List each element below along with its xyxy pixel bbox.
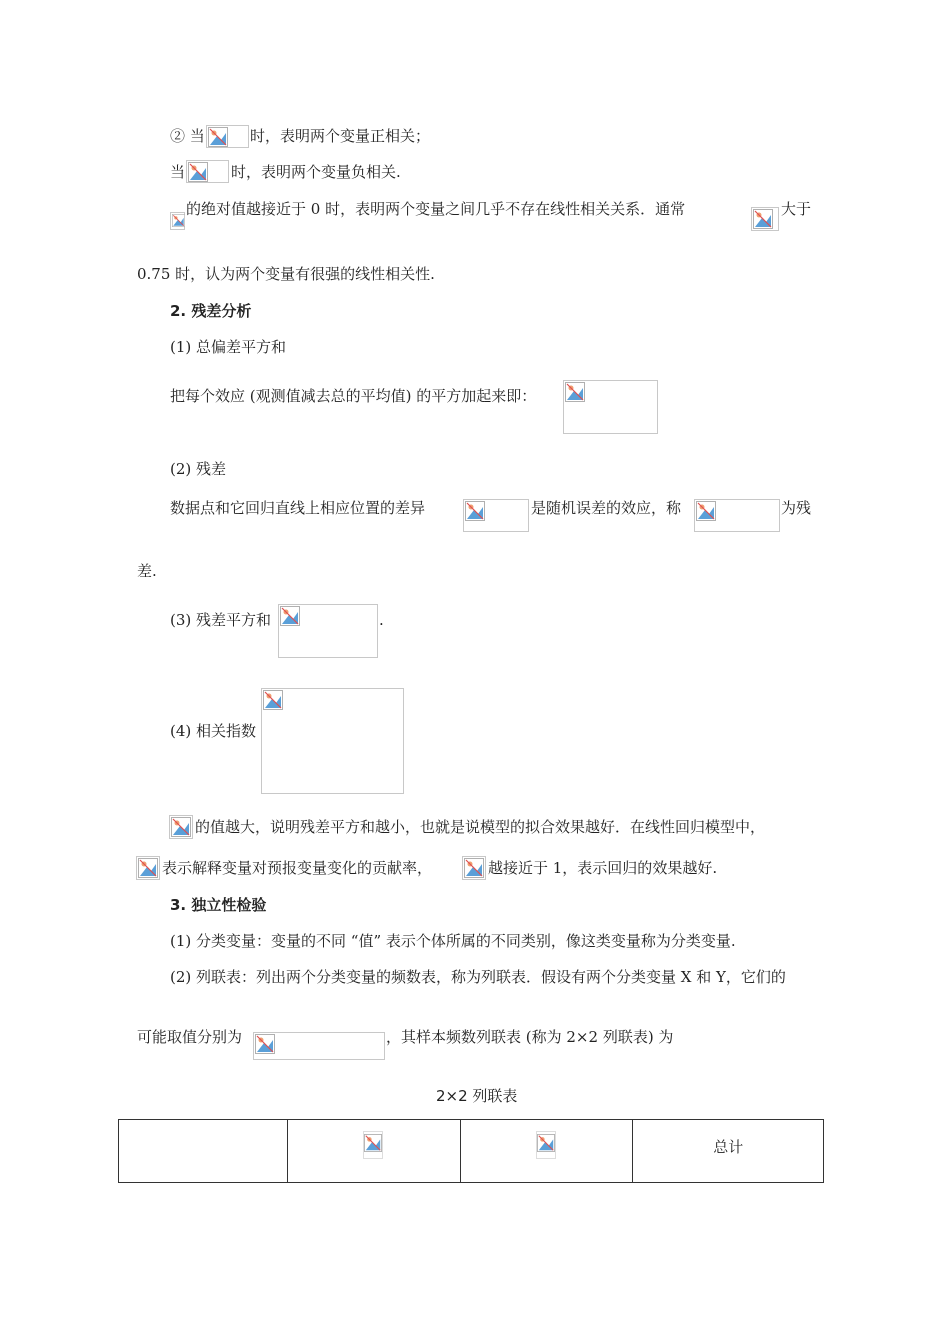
image-icon: [172, 214, 185, 227]
formula-image: [363, 1131, 383, 1159]
formula-image: [186, 160, 229, 183]
text-line: (2) 残差: [170, 460, 227, 478]
formula-image: [278, 604, 378, 658]
text-line: 可能取值分别为: [137, 1028, 243, 1046]
text-line: .: [379, 611, 384, 629]
text-line: (1) 总偏差平方和: [170, 338, 287, 356]
text-line: 表示解释变量对预报变量变化的贡献率，: [162, 859, 433, 877]
text-line: 0.75 时，认为两个变量有很强的线性相关性.: [137, 265, 435, 283]
image-icon: [753, 209, 773, 229]
formula-image: [751, 207, 779, 231]
formula-image: [253, 1032, 385, 1060]
text-line: (2) 列联表：列出两个分类变量的频数表，称为列联表．假设有两个分类变量 X 和 Y，它们的: [170, 968, 786, 986]
contingency-table: [118, 1119, 824, 1183]
table-caption: 2×2 列联表: [436, 1087, 518, 1105]
formula-image: [170, 212, 185, 230]
table-cell: [287, 1120, 460, 1183]
formula-image: [536, 1131, 556, 1159]
formula-image: [463, 499, 529, 532]
section-heading: 2. 残差分析: [170, 302, 252, 320]
formula-image: [136, 856, 160, 880]
image-icon: [255, 1034, 275, 1054]
table-cell: [633, 1120, 824, 1183]
text-line: 大于: [781, 200, 812, 218]
image-icon: [208, 127, 228, 147]
text-line: 的绝对值越接近于 0 时，表明两个变量之间几乎不存在线性相关关系．通常: [186, 200, 686, 218]
table-cell: [460, 1120, 633, 1183]
text-line: 越接近于 1，表示回归的效果越好.: [488, 859, 718, 877]
text-line: 差.: [137, 562, 157, 580]
image-icon: [696, 501, 716, 521]
table-row: [119, 1120, 824, 1183]
text-line: 数据点和它回归直线上相应位置的差异: [170, 499, 426, 517]
formula-image: [462, 856, 486, 880]
image-icon: [188, 162, 208, 182]
image-icon: [171, 817, 191, 837]
text-line: ，其样本频数列联表 (称为 2×2 列联表) 为: [386, 1028, 674, 1046]
image-icon: [465, 501, 485, 521]
text-line: 把每个效应 (观测值减去总的平均值) 的平方加起来即：: [170, 387, 537, 405]
formula-image: [169, 815, 193, 839]
formula-image: [694, 499, 780, 532]
text-line: (3) 残差平方和: [170, 611, 272, 629]
formula-image: [261, 688, 404, 794]
text-line: 的值越大，说明残差平方和越小，也就是说模型的拟合效果越好．在线性回归模型中，: [195, 818, 766, 836]
text-line: 时，表明两个变量负相关.: [231, 163, 401, 181]
text-line: 为残: [781, 499, 812, 517]
table-cell: [119, 1120, 288, 1183]
text-line: ② 当: [170, 127, 205, 145]
text-line: 时，表明两个变量正相关；: [250, 127, 431, 145]
image-icon: [138, 858, 158, 878]
image-icon: [464, 858, 484, 878]
image-icon: [263, 690, 283, 710]
section-heading: 3. 独立性检验: [170, 896, 267, 914]
text-line: (4) 相关指数: [170, 722, 257, 740]
formula-image: [563, 380, 658, 434]
text-line: 当: [170, 163, 186, 181]
formula-image: [206, 125, 249, 148]
image-icon: [537, 1134, 555, 1152]
text-line: (1) 分类变量：变量的不同 “值” 表示个体所属的不同类别，像这类变量称为分类变量.: [170, 932, 736, 950]
image-icon: [280, 606, 300, 626]
image-icon: [565, 382, 585, 402]
table-header-total: 总计: [713, 1138, 744, 1156]
image-icon: [364, 1134, 382, 1152]
text-line: 是随机误差的效应，称: [531, 499, 682, 517]
